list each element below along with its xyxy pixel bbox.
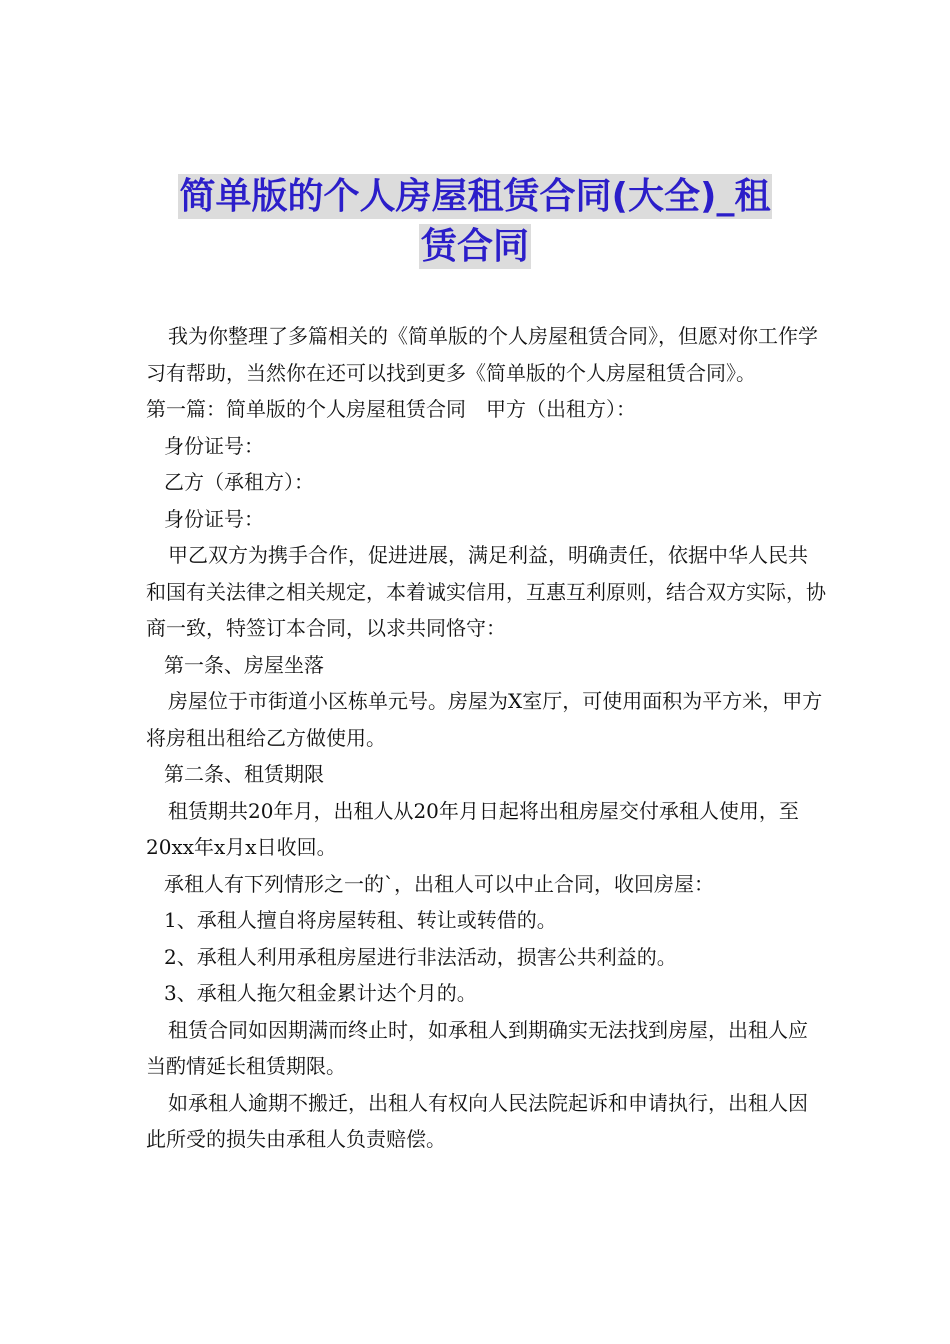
paragraph-location: 房屋位于市街道小区栋单元号。房屋为X室厅，可使用面积为平方米，甲方将房租出租给乙方做使用。 <box>146 689 823 750</box>
paragraph-preamble: 甲乙双方为携手合作，促进进展，满足利益，明确责任，依据中华人民共和国有关法律之相关规定，本着诚实信用，互惠互利原则，结合双方实际，协商一致，特签订本合同，以求共同恪守： <box>146 543 826 640</box>
document-body <box>146 318 826 1158</box>
paragraph-overdue: 如承租人逾期不搬迁，出租人有权向人民法院起诉和申请执行，出租人因此所受的损失由承租人负责赔偿。 <box>146 1090 808 1151</box>
title-line-2: 赁合同 <box>420 226 529 267</box>
list-item-3: 3、承租人拖欠租金累计达个月的。 <box>164 981 477 1005</box>
list-item-2: 2、承租人利用承租房屋进行非法活动，损害公共利益的。 <box>164 944 677 969</box>
section-heading-location: 第一条、房屋坐落 <box>164 652 324 677</box>
paragraph-party-b: 乙方（承租方）： <box>164 470 314 494</box>
document-title <box>100 172 850 272</box>
paragraph-term: 租赁期共20年月，出租人从20年月日起将出租房屋交付承租人使用，至20xx年x月x日收回。 <box>146 798 799 859</box>
title-line-1: 简单版的个人房屋租赁合同(大全)_租 <box>179 176 771 217</box>
paragraph-part-one-heading: 第一篇：简单版的个人房屋租赁合同 甲方（出租方）： <box>146 397 636 421</box>
paragraph-id-number-a: 身份证号： <box>164 433 264 458</box>
list-item-1: 1、承租人擅自将房屋转租、转让或转借的。 <box>164 908 557 932</box>
paragraph-intro: 我为你整理了多篇相关的《简单版的个人房屋租赁合同》，但愿对你工作学习有帮助，当然你在还可以找到更多《简单版的个人房屋租赁合同》。 <box>146 324 818 385</box>
paragraph-termination-conditions: 承租人有下列情形之一的`，出租人可以中止合同，收回房屋： <box>164 871 714 896</box>
section-heading-term: 第二条、租赁期限 <box>164 762 324 786</box>
paragraph-id-number-b: 身份证号： <box>164 506 264 531</box>
paragraph-extension: 租赁合同如因期满而终止时，如承租人到期确实无法找到房屋，出租人应当酌情延长租赁期限。 <box>146 1017 808 1078</box>
